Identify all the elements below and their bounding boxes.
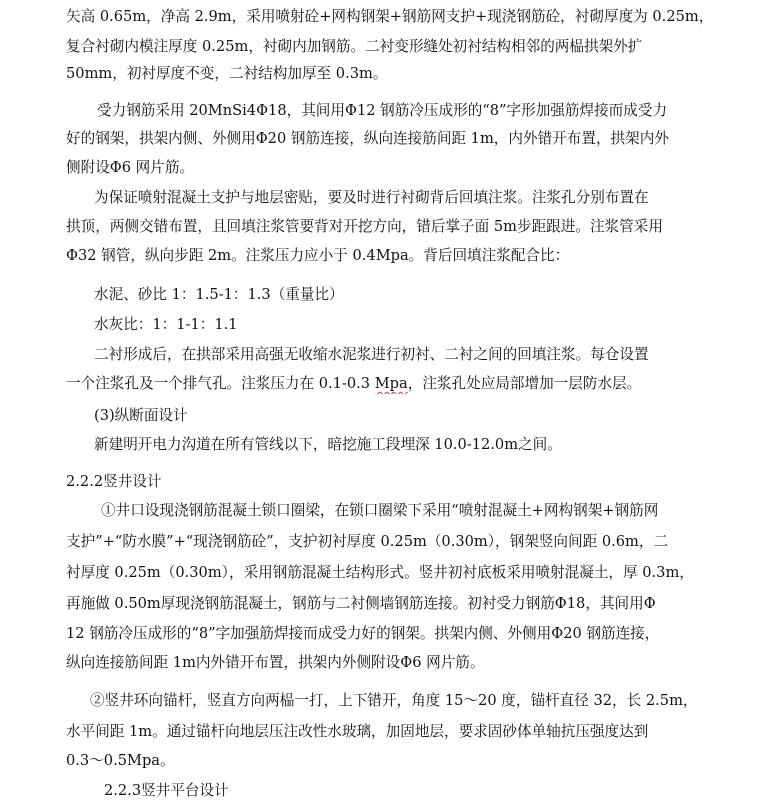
paragraph-line: 水平间距 1m。通过锚杆向地层压注改性水玻璃，加固地层，要求固砂体单轴抗压强度达到	[66, 723, 649, 740]
spellcheck-underlined-word: Mpa	[374, 375, 408, 392]
paragraph-line: Φ32 钢管，纵向步距 2m。注浆压力应小于 0.4Mpa。背后回填注浆配合比：	[66, 247, 570, 264]
subsection-heading: (3)纵断面设计	[94, 407, 188, 424]
section-heading: 2.2.3竖井平台设计	[104, 782, 229, 799]
paragraph-line: 0.3～0.5Mpa。	[66, 752, 175, 769]
paragraph-line: 为保证喷射混凝土支护与地层密贴，要及时进行衬砌背后回填注浆。注浆孔分别布置在	[94, 189, 649, 206]
paragraph-line: 再施做 0.50m厚现浇钢筋混凝土，钢筋与二衬侧墙钢筋连接。初衬受力钢筋Φ18，其间用Φ	[66, 595, 656, 612]
section-heading: 2.2.2竖井设计	[66, 473, 162, 490]
text-run: 一个注浆孔及一个排气孔。注浆压力在 0.1-0.3	[66, 375, 371, 392]
paragraph-line: 纵向连接筋间距 1m内外错开布置，拱架内外侧附设Φ6 网片筋。	[66, 654, 485, 671]
paragraph-line: 新建明开电力沟道在所有管线以下，暗挖施工段埋深 10.0-12.0m之间。	[94, 436, 562, 453]
paragraph-line: 矢高 0.65m，净高 2.9m，采用喷射砼+网构钢架+钢筋网支护+现浇钢筋砼，衬砌厚度为 0.25m，	[66, 8, 714, 25]
paragraph-line: ①井口设现浇钢筋混凝土锁口圈梁，在锁口圈梁下采用“喷射混凝土+网构钢架+钢筋网	[101, 502, 659, 519]
paragraph-line: 复合衬砌内模注厚度 0.25m，衬砌内加钢筋。二衬变形缝处初衬结构相邻的两榀拱架外扩	[66, 38, 643, 55]
paragraph-line: 衬厚度 0.25m（0.30m），采用钢筋混凝土结构形式。竖井初衬底板采用喷射混凝土，厚 0.3m，	[66, 564, 694, 581]
paragraph-line: 好的钢架，拱架内侧、外侧用Φ20 钢筋连接，纵向连接筋间距 1m，内外错开布置，拱架内外	[66, 130, 669, 147]
paragraph-line: 二衬形成后，在拱部采用高强无收缩水泥浆进行初衬、二衬之间的回填注浆。每仓设置	[94, 346, 649, 363]
paragraph-line: 侧附设Φ6 网片筋。	[66, 159, 195, 176]
text-run: ，注浆孔处应局部增加一层防水层。	[407, 375, 642, 392]
paragraph-line: 支护”+“防水膜”+“现浇钢筋砼”，支护初衬厚度 0.25m（0.30m），钢架竖向间距 0.6m，二	[66, 533, 669, 550]
paragraph-line: 受力钢筋采用 20MnSi4Φ18，其间用Φ12 钢筋冷压成形的“8”字形加强筋焊接而成受力	[97, 102, 668, 119]
water-cement-ratio-line: 水灰比：1：1-1：1.1	[94, 316, 238, 333]
mix-ratio-line: 水泥、砂比 1：1.5-1：1.3（重量比）	[94, 286, 344, 303]
paragraph-line: 50mm，初衬厚度不变，二衬结构加厚至 0.3m。	[66, 65, 388, 82]
paragraph-line: 12 钢筋冷压成形的“8”字加强筋焊接而成受力好的钢架。拱架内侧、外侧用Φ20 钢筋连接，	[66, 625, 660, 642]
paragraph-line: 拱顶，两侧交错布置，且回填注浆管要背对开挖方向，错后掌子面 5m步距跟进。注浆管采用	[66, 218, 663, 235]
paragraph-line: ②竖井环向锚杆，竖直方向两榀一打，上下错开，角度 15～20 度，锚杆直径 32，长 2.5m，	[90, 692, 698, 709]
paragraph-line	[66, 374, 716, 394]
